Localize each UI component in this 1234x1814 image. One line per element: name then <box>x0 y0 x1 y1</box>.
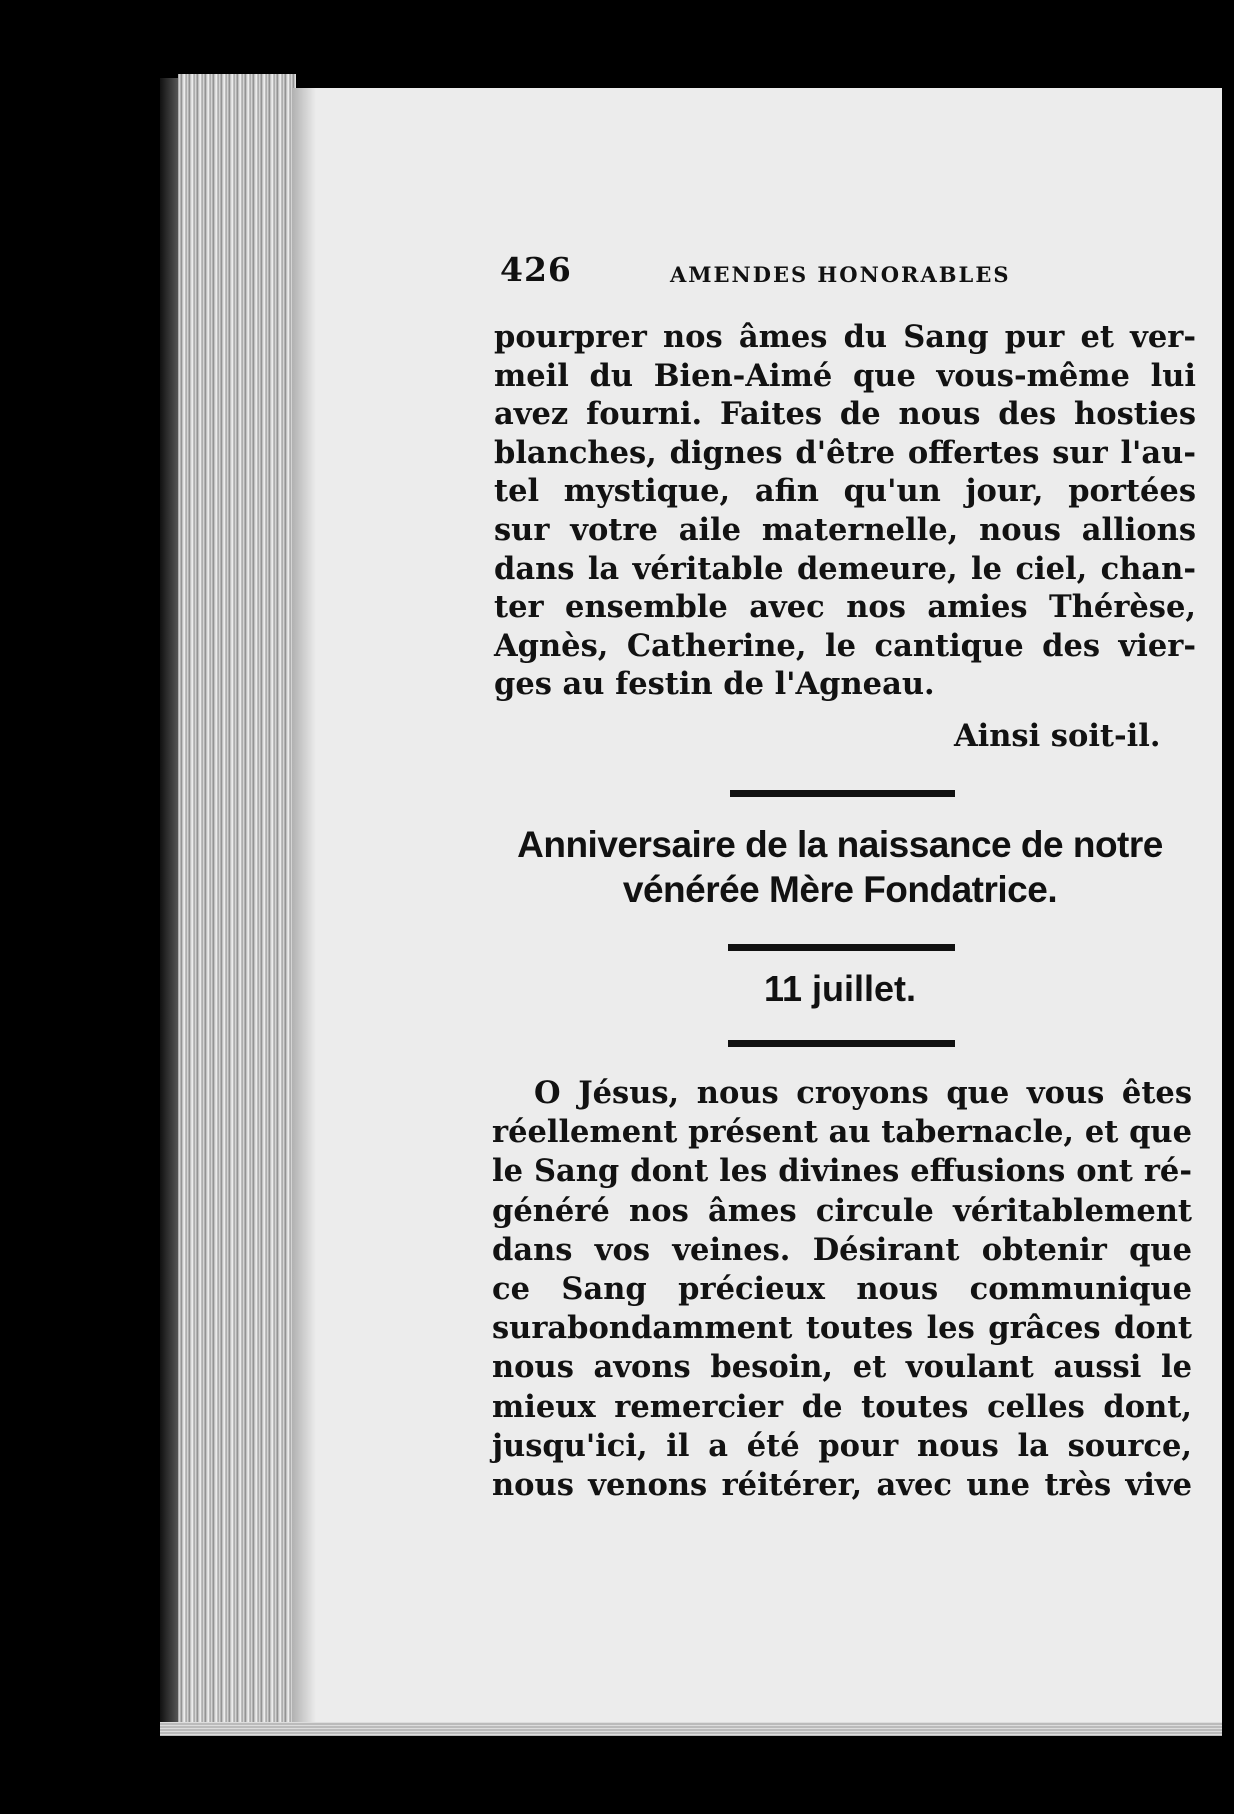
text-line: pourprer nos âmes du Sang pur et ver- <box>494 319 1196 355</box>
text-line: ter ensemble avec nos amies Thérèse, <box>494 589 1196 626</box>
text-line: le Sang dont les divines effusions ont ré- <box>492 1153 1192 1190</box>
date-heading: 11 juillet. <box>763 968 917 1009</box>
text-line: avez fourni. Faites de nous des hosties <box>494 396 1196 433</box>
text-line: O Jésus, nous croyons que vous êtes <box>534 1075 1192 1111</box>
passage-1 <box>494 318 1196 704</box>
text-line: tel mystique, afin qu'un jour, portées <box>494 473 1196 510</box>
page-stack-edges <box>178 74 296 1734</box>
page-stack-bottom-edge <box>160 1722 1222 1736</box>
text-line: nous venons réitérer, avec une très vive <box>492 1466 1192 1503</box>
running-title: AMENDES HONORABLES <box>670 262 1011 287</box>
text-line: dans la véritable demeure, le ciel, chan- <box>494 550 1196 587</box>
text-line: meil du Bien-Aimé que vous-même lui <box>494 357 1196 394</box>
text-line: Agnès, Catherine, le cantique des vier- <box>494 627 1196 664</box>
text-line: généré nos âmes circule véritablement <box>492 1192 1192 1229</box>
text-line: jusqu'ici, il a été pour nous la source, <box>492 1427 1192 1464</box>
text-line: mieux remercier de toutes celles dont, <box>492 1388 1192 1425</box>
text-line: blanches, dignes d'être offertes sur l'au- <box>494 434 1196 471</box>
text-line: sur votre aile maternelle, nous allions <box>494 511 1196 548</box>
text-line: nous avons besoin, et voulant aussi le <box>492 1349 1192 1386</box>
page-number: 426 <box>500 250 572 289</box>
section-title-line-2: vénérée Mère Fondatrice. <box>622 869 1058 910</box>
text-line: dans vos veines. Désirant obtenir que <box>492 1231 1192 1268</box>
text-line: ges au festin de l'Agneau. <box>494 666 935 703</box>
section-title-line-1: Anniversaire de la naissance de notre <box>517 824 1163 865</box>
section-divider <box>730 790 955 797</box>
closing-amen: Ainsi soit-il. <box>954 718 1161 754</box>
page-gutter-shadow <box>292 88 316 1732</box>
title-divider <box>728 944 955 951</box>
text-line: réellement présent au tabernacle, et que <box>492 1114 1192 1151</box>
passage-2 <box>492 1074 1192 1505</box>
text-line: ce Sang précieux nous communique <box>492 1270 1192 1307</box>
text-line: surabondamment toutes les grâces dont <box>492 1310 1192 1347</box>
date-divider <box>728 1040 955 1047</box>
running-head <box>500 250 1060 294</box>
